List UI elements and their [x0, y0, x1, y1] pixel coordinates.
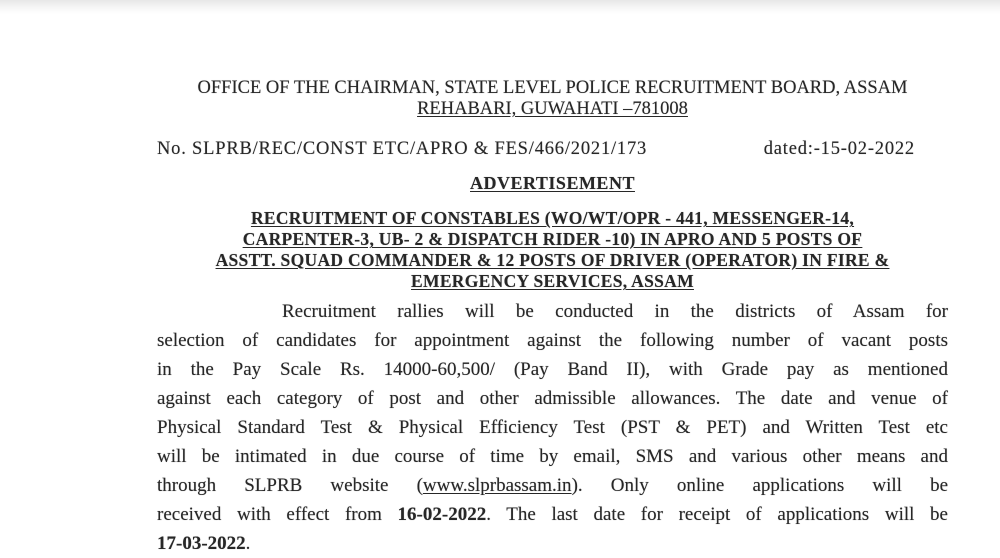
body-line: 17-03-2022. [157, 533, 251, 554]
body-line: Recruitment rallies will be conducted in the districts of Assam for [282, 301, 948, 322]
body-line: will be intimated in due course of time by email, SMS and various other means and [157, 446, 948, 467]
office-title: OFFICE OF THE CHAIRMAN, STATE LEVEL POLICE RECRUITMENT BOARD, ASSAM [197, 78, 908, 98]
body-line: received with effect from 16-02-2022. The last date for receipt of applications will be [157, 504, 948, 525]
body-line: through SLPRB website (www.slprbassam.in). Only online applications will be [157, 475, 948, 496]
reference-line [157, 138, 948, 160]
body-line: Physical Standard Test & Physical Efficiency Test (PST & PET) and Written Test etc [157, 417, 948, 438]
recruitment-heading-line: CARPENTER-3, UB- 2 & DISPATCH RIDER -10) IN APRO AND 5 POSTS OF [242, 229, 863, 249]
recruitment-heading-line: RECRUITMENT OF CONSTABLES (WO/WT/OPR - 441, MESSENGER-14, [250, 208, 855, 228]
reference-date: dated:-15-02-2022 [763, 139, 915, 159]
body-line: against each category of post and other admissible allowances. The date and venue of [157, 388, 948, 409]
body-line: selection of candidates for appointment against the following number of vacant posts [157, 330, 948, 351]
last-date: 17-03-2022 [157, 533, 246, 554]
website-link[interactable]: www.slprbassam.in [422, 475, 572, 496]
reference-number: No. SLPRB/REC/CONST ETC/APRO & FES/466/2021/173 [157, 139, 648, 159]
recruitment-heading [157, 208, 948, 292]
recruitment-heading-line: EMERGENCY SERVICES, ASSAM [411, 271, 694, 291]
body-paragraph [157, 297, 948, 558]
body-line: in the Pay Scale Rs. 14000-60,500/ (Pay Band II), with Grade pay as mentioned [157, 359, 948, 380]
office-address: REHABARI, GUWAHATI –781008 [417, 99, 688, 119]
document-page [157, 0, 948, 558]
recruitment-heading-line: ASSTT. SQUAD COMMANDER & 12 POSTS OF DRIVER (OPERATOR) IN FIRE & [215, 250, 890, 270]
advertisement-title: ADVERTISEMENT [470, 173, 635, 193]
start-date: 16-02-2022 [397, 504, 487, 525]
office-header [157, 78, 948, 120]
